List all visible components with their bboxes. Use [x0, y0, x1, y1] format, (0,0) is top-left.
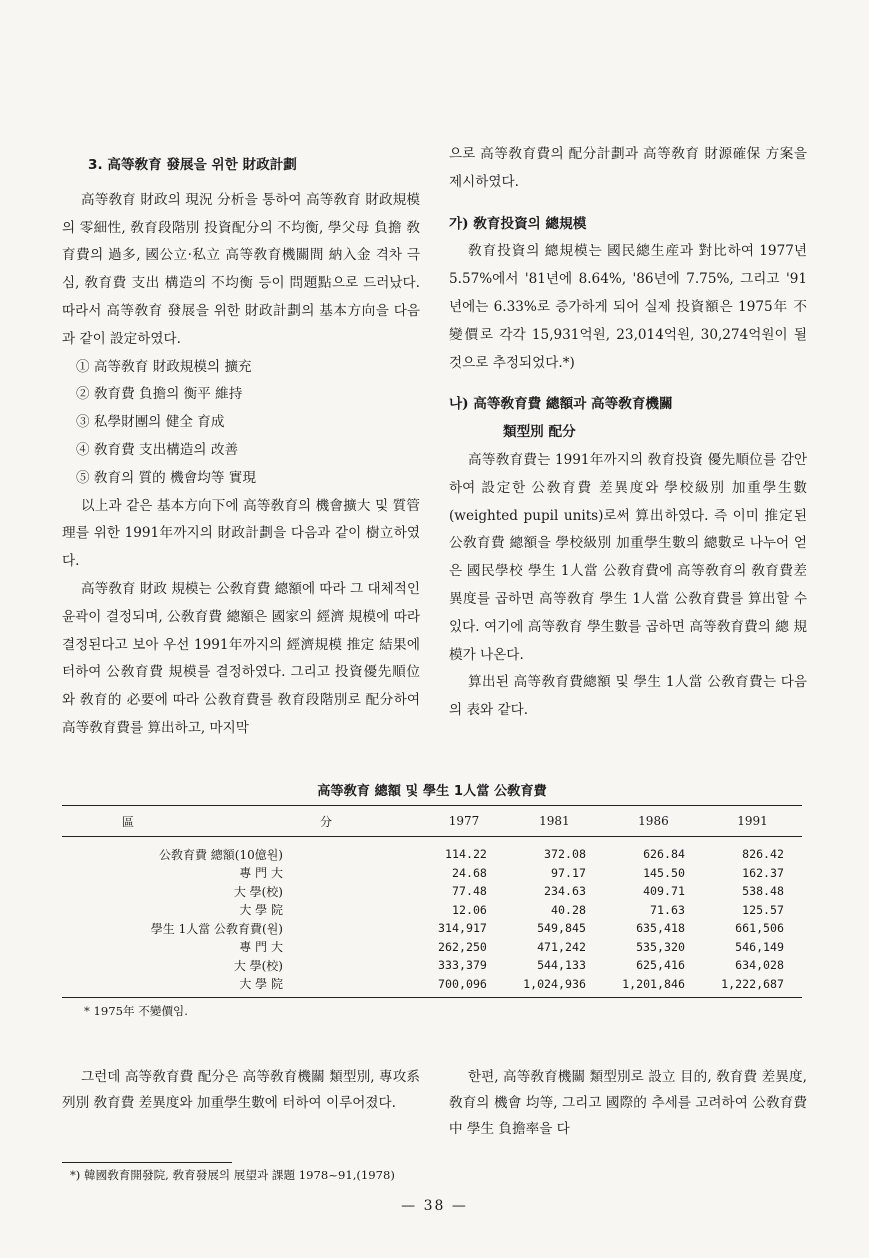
- row-label: 大 學(校): [233, 958, 283, 973]
- bottom-right-paragraph: 한편, 高等敎育機關 類型別로 設立 目的, 敎育費 差異度, 敎育의 機會 均等, 그리고 國際的 추세를 고려하여 公敎育費中 學生 負擔率을 다: [449, 1069, 807, 1137]
- paragraph-budget: 高等敎育 財政 規模는 公敎育費 總額에 따라 그 대체적인 윤곽이 결정되며, 公敎育費 總額은 國家의 經濟 規模에 따라 결정된다고 보아 우선 1991年까지의 經濟規模 推定 結果에 터하여 公敎育費 規模를 결정하였다. 그리고 投資優先順位와 敎育的 必要에 따라 公敎育費를 敎育段階別로 配分하여 高等敎育費를 算出하고, 마지막: [62, 580, 420, 736]
- left-column: [62, 152, 420, 743]
- table-cell: 634,028: [735, 958, 784, 973]
- table-title: 高等敎育 總額 및 學生 1人當 公敎育費: [317, 784, 547, 799]
- page-number: — 38 —: [401, 1198, 468, 1214]
- table-cell: 234.63: [544, 884, 586, 899]
- table-cell: 71.63: [650, 902, 685, 917]
- table-cell: 24.68: [452, 865, 487, 880]
- direction-item: ② 敎育費 負擔의 衡平 維持: [76, 386, 243, 403]
- row-label: 大 學 院: [62, 975, 423, 998]
- table-cell: 40.28: [551, 902, 586, 917]
- subsection-a-text: 敎育投資의 總規模는 國民總生産과 對比하여 1977년 5.57%에서 '81년에 8.64%, '86년에 7.75%, 그리고 '91년에는 6.33%로 증가하게 되어 실제 投資額은 1975年 不變價로 각각 15,931억원, 23,014억원, 30,274억원이 될 것으로 추정되었다.*): [449, 243, 807, 371]
- subsection-b-text: 高等敎育費는 1991年까지의 敎育投資 優先順位를 감안하여 設定한 公敎育費 差異度와 學校級別 加重學生數(weighted pupil units)로써 算出하였다. 즉 이미 推定된 公敎育費 總額을 學校級別 加重學生數의 總數로 나누어 얻은 國民學校 學生 1人當 公敎育費에 高等敎育의 敎育費差異度를 곱하면 高等敎育 學生 1人當 公敎育費를 算出할 수 있다. 여기에 高等敎育 學生數를 곱하면 高等敎育費의 總 規模가 나온다.: [449, 451, 807, 663]
- table-cell: 544,133: [537, 958, 586, 973]
- table-cell: 12.06: [452, 902, 487, 917]
- row-label: 公敎育費 總額(10億원): [158, 847, 283, 862]
- table-cell: 826.42: [742, 847, 784, 862]
- header-year: 1977: [423, 806, 505, 837]
- intro-paragraph: 高等敎育 財政의 現況 分析을 통하여 高等敎育 財政規模의 零細性, 敎育段階別 投資配分의 不均衡, 學父母 負擔 敎育費의 過多, 國公立·私立 高等敎育機關間 納入金 격차 극심, 敎育費 支出 構造의 不均衡 등이 問題點으로 드러났다. 따라서 高等敎育 發展을 위한 財政計劃의 基本方向을 다음과 같이 設定하였다.: [62, 191, 420, 347]
- subsection-b-text2: 算出된 高等敎育費總額 및 學生 1人當 公敎育費는 다음의 表와 같다.: [449, 674, 807, 719]
- direction-item: ③ 私學財團의 健全 育成: [76, 414, 225, 431]
- subsection-a-title: 가) 敎育投資의 總規模: [449, 215, 587, 232]
- table-cell: 471,242: [537, 939, 586, 954]
- footnote-rule: [62, 1162, 232, 1163]
- table-row: [62, 864, 802, 883]
- table-cell: 1,201,846: [604, 975, 703, 998]
- row-label: 大 學 院: [239, 903, 283, 918]
- table-cell: 77.48: [452, 884, 487, 899]
- row-label: 學生 1人當 公敎育費(원): [150, 921, 283, 936]
- table-cell: 372.08: [544, 847, 586, 862]
- table-cell: 1,024,936: [505, 975, 604, 998]
- direction-item: ① 高等敎育 財政規模의 擴充: [76, 358, 252, 375]
- expenditure-table-block: [62, 780, 802, 1019]
- table-row: [62, 938, 802, 957]
- table-cell: 538.48: [742, 884, 784, 899]
- row-label: 專 門 大: [239, 866, 283, 881]
- right-column: [449, 141, 807, 725]
- expenditure-table: [62, 805, 802, 998]
- directions-list: [62, 354, 420, 493]
- table-cell: 114.22: [445, 847, 487, 862]
- table-cell: 549,845: [537, 921, 586, 936]
- table-cell: 409.71: [643, 884, 685, 899]
- table-cell: 262,250: [438, 939, 487, 954]
- table-row: [62, 882, 802, 901]
- table-row: [62, 956, 802, 975]
- subsection-b-title-cont: 類型別 配分: [503, 424, 576, 441]
- table-cell: 661,506: [735, 921, 784, 936]
- subsection-b-title: 나) 高等敎育費 總額과 高等敎育機關: [449, 396, 673, 413]
- header-year: 1986: [604, 806, 703, 837]
- section-title: 3. 高等敎育 發展을 위한 財政計劃: [88, 157, 297, 173]
- table-cell: 125.57: [742, 902, 784, 917]
- table-cell: 97.17: [551, 865, 586, 880]
- table-cell: 535,320: [636, 939, 685, 954]
- table-note: * 1975年 不變價임.: [84, 1004, 188, 1018]
- table-cell: 700,096: [423, 975, 505, 998]
- table-row: [62, 919, 802, 938]
- direction-item: ⑤ 敎育의 質的 機會均等 實現: [76, 469, 256, 486]
- table-header-row: [62, 806, 802, 837]
- bottom-left-paragraph: 그런데 高等敎育費 配分은 高等敎育機關 類型別, 專攻系列別 敎育費 差異度와 加重學生數에 터하여 이루어졌다.: [62, 1069, 420, 1111]
- table-cell: 625,416: [636, 958, 685, 973]
- footnote: *) 韓國敎育開發院, 敎育發展의 展望과 課題 1978~91,(1978): [70, 1168, 395, 1182]
- table-cell: 626.84: [643, 847, 685, 862]
- table-row: [62, 975, 802, 998]
- table-cell: 546,149: [735, 939, 784, 954]
- header-year: 1981: [505, 806, 604, 837]
- table-cell: 1,222,687: [703, 975, 802, 998]
- table-cell: 314,917: [438, 921, 487, 936]
- table-cell: 162.37: [742, 865, 784, 880]
- paragraph-plan: 以上과 같은 基本方向下에 高等敎育의 機會擴大 및 質管理를 위한 1991年까지의 財政計劃을 다음과 같이 樹立하였다.: [62, 497, 420, 570]
- row-label: 專 門 大: [239, 940, 283, 955]
- header-category: 區 分: [62, 806, 423, 837]
- row-label: 大 學(校): [233, 884, 283, 899]
- table-cell: 145.50: [643, 865, 685, 880]
- table-cell: 333,379: [438, 958, 487, 973]
- table-cell: 635,418: [636, 921, 685, 936]
- direction-item: ④ 敎育費 支出構造의 改善: [76, 441, 239, 458]
- continuation-paragraph: 으로 高等敎育費의 配分計劃과 高等敎育 財源確保 方案을 제시하였다.: [449, 146, 807, 190]
- table-row: [62, 837, 802, 864]
- header-year: 1991: [703, 806, 802, 837]
- table-row: [62, 901, 802, 920]
